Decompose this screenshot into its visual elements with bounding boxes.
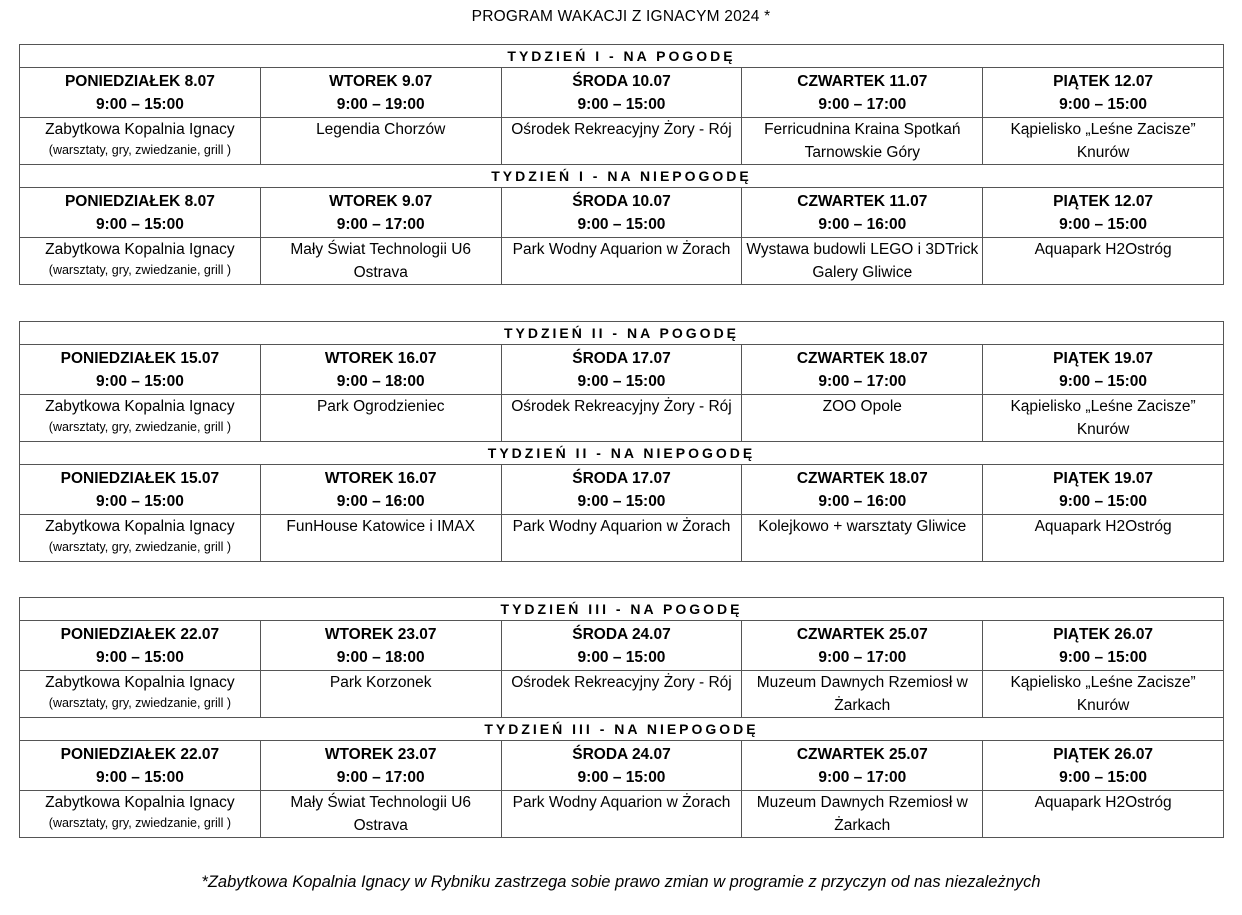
day-hours: 9:00 – 15:00	[577, 372, 666, 390]
activity-name: Zabytkowa Kopalnia Ignacy	[45, 794, 235, 811]
day-name: PIĄTEK 19.07	[1053, 349, 1154, 367]
week-header: TYDZIEŃ III - NA POGODĘ	[20, 598, 1224, 621]
activity-cell	[501, 515, 742, 562]
activity-name: Mały Świat Technologii U6 Ostrava	[290, 241, 472, 281]
day-name: WTOREK 9.07	[329, 72, 433, 90]
day-cell	[742, 741, 983, 791]
day-hours: 9:00 – 15:00	[95, 372, 184, 390]
day-name: CZWARTEK 11.07	[797, 192, 928, 210]
activity-cell	[983, 515, 1224, 562]
day-hours: 9:00 – 15:00	[1059, 95, 1148, 113]
day-name: PONIEDZIAŁEK 22.07	[60, 625, 220, 643]
activity-cell	[983, 238, 1224, 285]
activity-name: Ferricudnina Kraina Spotkań Tarnowskie Góry	[764, 121, 961, 161]
day-row	[20, 621, 1224, 671]
week-header-row	[20, 45, 1224, 68]
day-cell	[983, 621, 1224, 671]
activity-name: Park Ogrodzieniec	[316, 398, 445, 415]
day-cell	[260, 188, 501, 238]
activity-name: Zabytkowa Kopalnia Ignacy	[45, 398, 235, 415]
day-name: CZWARTEK 25.07	[796, 745, 928, 763]
activity-cell	[501, 671, 742, 718]
day-row	[20, 465, 1224, 515]
day-cell	[20, 188, 261, 238]
activity-note: (warsztaty, gry, zwiedzanie, grill )	[48, 696, 232, 710]
week-header-row	[20, 718, 1224, 741]
day-name: WTOREK 9.07	[329, 192, 433, 210]
day-hours: 9:00 – 15:00	[95, 95, 184, 113]
day-name: PONIEDZIAŁEK 15.07	[60, 349, 220, 367]
activity-name: Muzeum Dawnych Rzemiosł w Żarkach	[756, 674, 968, 714]
footer-disclaimer: *Zabytkowa Kopalnia Ignacy w Rybniku zastrzega sobie prawo zmian w programie z przyczyn od nas niezależnych	[201, 873, 1041, 891]
day-cell	[20, 621, 261, 671]
activity-cell	[20, 671, 261, 718]
day-row	[20, 741, 1224, 791]
activity-cell	[742, 395, 983, 442]
activity-name: Park Wodny Aquarion w Żorach	[512, 794, 731, 811]
day-name: PONIEDZIAŁEK 8.07	[64, 192, 215, 210]
week-header-row	[20, 165, 1224, 188]
day-hours: 9:00 – 16:00	[818, 492, 907, 510]
activity-name: Kolejkowo + warsztaty Gliwice	[758, 518, 967, 535]
week-header-row	[20, 442, 1224, 465]
day-cell	[742, 188, 983, 238]
activity-name: Ośrodek Rekreacyjny Żory - Rój	[511, 398, 732, 415]
day-cell	[20, 465, 261, 515]
activity-name: Park Wodny Aquarion w Żorach	[512, 518, 731, 535]
activity-row	[20, 671, 1224, 718]
activity-name: Kąpielisko „Leśne Zacisze” Knurów	[1010, 398, 1196, 438]
week-header-row	[20, 598, 1224, 621]
day-name: ŚRODA 10.07	[572, 192, 671, 210]
activity-name: Aquapark H2Ostróg	[1034, 518, 1172, 535]
day-hours: 9:00 – 17:00	[336, 215, 425, 233]
day-hours: 9:00 – 18:00	[336, 648, 425, 666]
activity-cell	[501, 395, 742, 442]
day-cell	[983, 68, 1224, 118]
day-hours: 9:00 – 15:00	[577, 215, 666, 233]
day-name: WTOREK 23.07	[324, 745, 437, 763]
activity-cell	[260, 238, 501, 285]
day-name: PIĄTEK 26.07	[1053, 625, 1154, 643]
day-name: PONIEDZIAŁEK 15.07	[60, 469, 220, 487]
activity-name: Zabytkowa Kopalnia Ignacy	[45, 121, 235, 138]
activity-name: Mały Świat Technologii U6 Ostrava	[290, 794, 472, 834]
activity-cell	[260, 515, 501, 562]
day-name: CZWARTEK 18.07	[796, 469, 928, 487]
day-cell	[501, 345, 742, 395]
activity-name: Kąpielisko „Leśne Zacisze” Knurów	[1010, 121, 1196, 161]
activity-name: Wystawa budowli LEGO i 3DTrick Galery Gliwice	[746, 241, 979, 281]
day-cell	[20, 741, 261, 791]
day-hours: 9:00 – 15:00	[577, 768, 666, 786]
activity-name: Zabytkowa Kopalnia Ignacy	[45, 674, 235, 691]
day-hours: 9:00 – 15:00	[577, 648, 666, 666]
activity-cell	[260, 791, 501, 838]
activity-cell	[983, 791, 1224, 838]
day-cell	[260, 465, 501, 515]
activity-cell	[983, 671, 1224, 718]
day-hours: 9:00 – 17:00	[818, 372, 907, 390]
day-name: PIĄTEK 19.07	[1053, 469, 1154, 487]
week-3-schedule-table	[19, 597, 1224, 838]
day-name: PONIEDZIAŁEK 8.07	[64, 72, 215, 90]
activity-cell	[983, 395, 1224, 442]
day-cell	[501, 621, 742, 671]
day-name: PIĄTEK 12.07	[1053, 72, 1154, 90]
day-hours: 9:00 – 16:00	[818, 215, 907, 233]
activity-cell	[742, 791, 983, 838]
activity-note: (warsztaty, gry, zwiedzanie, grill )	[48, 420, 232, 434]
week-header: TYDZIEŃ II - NA NIEPOGODĘ	[20, 442, 1224, 465]
day-name: WTOREK 16.07	[324, 469, 437, 487]
day-hours: 9:00 – 15:00	[1059, 372, 1148, 390]
activity-note: (warsztaty, gry, zwiedzanie, grill )	[48, 143, 232, 157]
day-name: CZWARTEK 18.07	[796, 349, 928, 367]
day-hours: 9:00 – 16:00	[336, 492, 425, 510]
activity-name: Legendia Chorzów	[316, 121, 446, 138]
day-cell	[983, 345, 1224, 395]
day-cell	[260, 345, 501, 395]
day-name: PIĄTEK 12.07	[1053, 192, 1154, 210]
activity-cell	[501, 118, 742, 165]
activity-name: Aquapark H2Ostróg	[1034, 794, 1172, 811]
day-cell	[260, 68, 501, 118]
activity-cell	[260, 118, 501, 165]
activity-note: (warsztaty, gry, zwiedzanie, grill )	[48, 540, 232, 554]
week-header: TYDZIEŃ I - NA POGODĘ	[20, 45, 1224, 68]
day-hours: 9:00 – 15:00	[1059, 768, 1148, 786]
activity-row	[20, 118, 1224, 165]
activity-cell	[742, 515, 983, 562]
activity-name: Kąpielisko „Leśne Zacisze” Knurów	[1010, 674, 1196, 714]
day-cell	[501, 188, 742, 238]
week-1-schedule-table	[19, 44, 1224, 285]
activity-cell	[20, 238, 261, 285]
activity-cell	[20, 515, 261, 562]
activity-name: Ośrodek Rekreacyjny Żory - Rój	[511, 121, 732, 138]
activity-cell	[742, 238, 983, 285]
week-header: TYDZIEŃ III - NA NIEPOGODĘ	[20, 718, 1224, 741]
day-name: ŚRODA 17.07	[572, 469, 671, 487]
day-cell	[260, 621, 501, 671]
day-cell	[742, 465, 983, 515]
day-hours: 9:00 – 19:00	[336, 95, 425, 113]
activity-row	[20, 238, 1224, 285]
day-row	[20, 68, 1224, 118]
week-header-row	[20, 322, 1224, 345]
activity-name: Zabytkowa Kopalnia Ignacy	[45, 241, 235, 258]
day-hours: 9:00 – 15:00	[1059, 215, 1148, 233]
activity-name: ZOO Opole	[822, 398, 902, 415]
activity-name: Park Korzonek	[329, 674, 432, 691]
week-header: TYDZIEŃ II - NA POGODĘ	[20, 322, 1224, 345]
activity-cell	[260, 671, 501, 718]
activity-cell	[983, 118, 1224, 165]
activity-cell	[501, 238, 742, 285]
day-row	[20, 188, 1224, 238]
activity-cell	[501, 791, 742, 838]
activity-name: Zabytkowa Kopalnia Ignacy	[45, 518, 235, 535]
day-hours: 9:00 – 15:00	[577, 492, 666, 510]
day-hours: 9:00 – 15:00	[95, 215, 184, 233]
day-name: WTOREK 16.07	[324, 349, 437, 367]
day-hours: 9:00 – 17:00	[818, 95, 907, 113]
day-cell	[501, 465, 742, 515]
activity-note: (warsztaty, gry, zwiedzanie, grill )	[48, 816, 232, 830]
day-cell	[983, 741, 1224, 791]
day-hours: 9:00 – 18:00	[336, 372, 425, 390]
activity-cell	[20, 118, 261, 165]
week-2-schedule-table	[19, 321, 1224, 562]
activity-note: (warsztaty, gry, zwiedzanie, grill )	[48, 263, 232, 277]
activity-name: Ośrodek Rekreacyjny Żory - Rój	[511, 674, 732, 691]
day-row	[20, 345, 1224, 395]
day-name: ŚRODA 10.07	[572, 72, 671, 90]
activity-cell	[742, 118, 983, 165]
activity-name: Muzeum Dawnych Rzemiosł w Żarkach	[756, 794, 968, 834]
day-cell	[501, 741, 742, 791]
day-name: ŚRODA 24.07	[572, 745, 671, 763]
day-cell	[983, 188, 1224, 238]
day-hours: 9:00 – 17:00	[336, 768, 425, 786]
day-hours: 9:00 – 17:00	[818, 648, 907, 666]
activity-name: FunHouse Katowice i IMAX	[286, 518, 476, 535]
day-hours: 9:00 – 17:00	[818, 768, 907, 786]
day-hours: 9:00 – 15:00	[1059, 648, 1148, 666]
activity-row	[20, 791, 1224, 838]
day-cell	[983, 465, 1224, 515]
day-hours: 9:00 – 15:00	[577, 95, 666, 113]
day-name: ŚRODA 17.07	[572, 349, 671, 367]
activity-cell	[20, 395, 261, 442]
day-name: PONIEDZIAŁEK 22.07	[60, 745, 220, 763]
day-name: PIĄTEK 26.07	[1053, 745, 1154, 763]
activity-cell	[260, 395, 501, 442]
day-cell	[260, 741, 501, 791]
day-hours: 9:00 – 15:00	[95, 492, 184, 510]
day-name: CZWARTEK 25.07	[796, 625, 928, 643]
day-name: ŚRODA 24.07	[572, 625, 671, 643]
activity-cell	[742, 671, 983, 718]
day-cell	[501, 68, 742, 118]
activity-row	[20, 395, 1224, 442]
day-name: CZWARTEK 11.07	[797, 72, 928, 90]
day-hours: 9:00 – 15:00	[95, 648, 184, 666]
day-hours: 9:00 – 15:00	[1059, 492, 1148, 510]
day-cell	[20, 345, 261, 395]
day-cell	[742, 621, 983, 671]
activity-name: Aquapark H2Ostróg	[1034, 241, 1172, 258]
day-hours: 9:00 – 15:00	[95, 768, 184, 786]
day-cell	[742, 68, 983, 118]
day-cell	[20, 68, 261, 118]
activity-cell	[20, 791, 261, 838]
day-name: WTOREK 23.07	[324, 625, 437, 643]
activity-row	[20, 515, 1224, 562]
page-title: PROGRAM WAKACJI Z IGNACYM 2024 *	[471, 8, 771, 25]
week-header: TYDZIEŃ I - NA NIEPOGODĘ	[20, 165, 1224, 188]
day-cell	[742, 345, 983, 395]
activity-name: Park Wodny Aquarion w Żorach	[512, 241, 731, 258]
